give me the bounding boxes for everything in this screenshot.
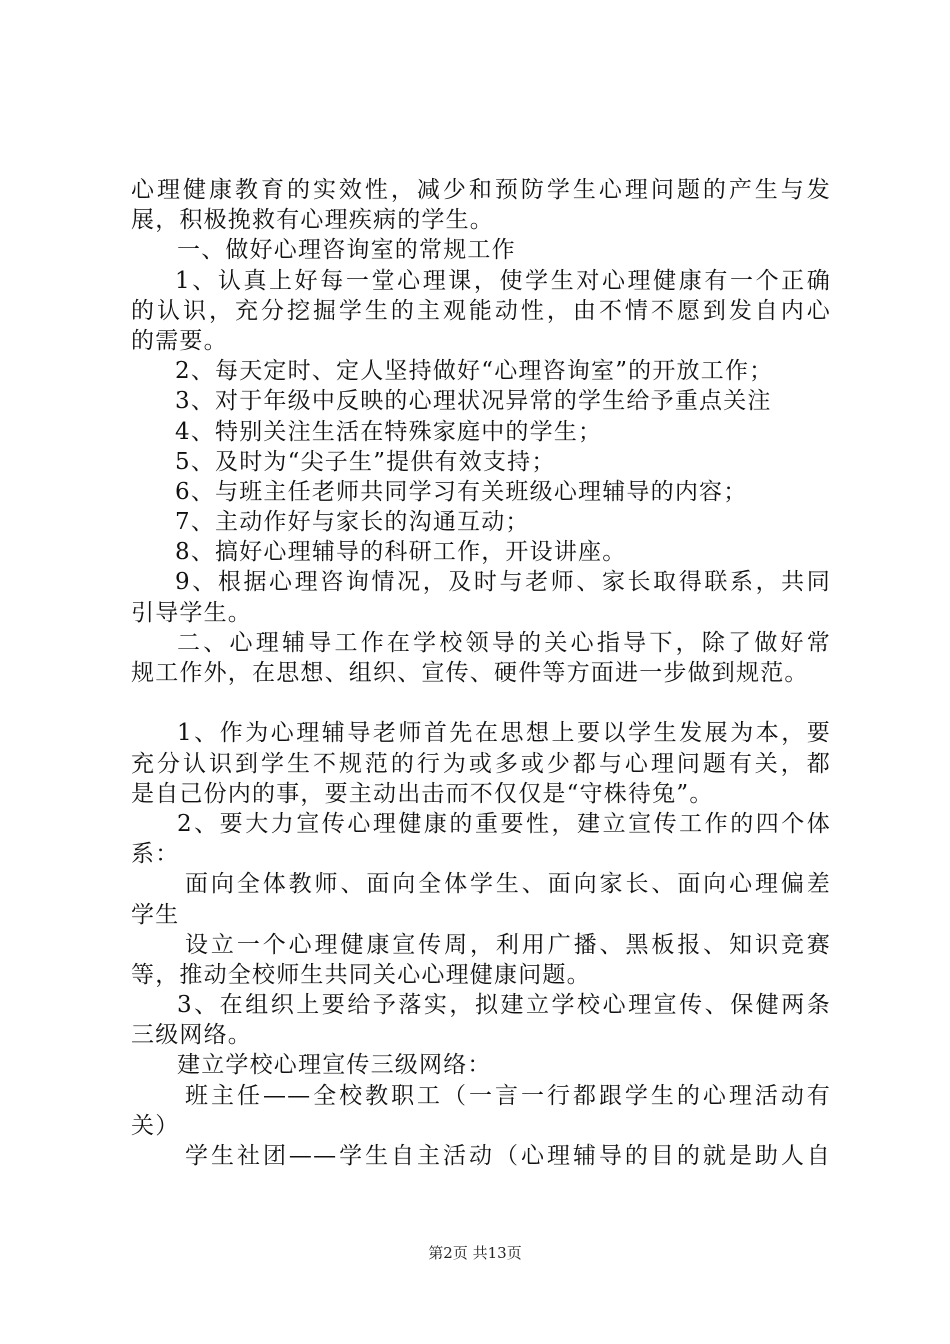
page-number-footer: 第2页 共13页: [428, 1244, 522, 1262]
section-heading: 二、心理辅导工作在学校领导的关心指导下，除了做好常: [177, 629, 831, 656]
list-item: 5、及时为“尖子生”提供有效支持；: [175, 448, 556, 475]
list-item: 3、对于年级中反映的心理状况异常的学生给予重点关注: [175, 388, 772, 415]
text-line: 三级网络。: [131, 1022, 252, 1049]
text-line: 心理健康教育的实效性，减少和预防学生心理问题的产生与发: [131, 177, 831, 203]
text-line: 等，推动全校师生共同关心心理健康问题。: [131, 961, 591, 988]
blank-line: [131, 688, 831, 718]
document-body: [131, 175, 831, 1171]
text-line: 是自己份内的事，要主动出击而不仅仅是“守株待兔”。: [131, 780, 714, 807]
text-line: 规工作外，在思想、组织、宣传、硬件等方面进一步做到规范。: [131, 660, 809, 686]
list-item: 3、在组织上要给予落实，拟建立学校心理宣传、保健两条: [177, 992, 831, 1019]
text-line: 学生社团——学生自主活动（心理辅导的目的就是助人自: [185, 1143, 831, 1169]
text-line: 系：: [131, 841, 180, 868]
list-item: 1、作为心理辅导老师首先在思想上要以学生发展为本，要: [177, 720, 831, 747]
list-item: 8、搞好心理辅导的科研工作，开设讲座。: [175, 539, 627, 566]
text-line: 的需要。: [131, 327, 228, 354]
section-heading: 一、做好心理咨询室的常规工作: [177, 237, 516, 264]
list-item: 2、要大力宣传心理健康的重要性，建立宣传工作的四个体: [177, 810, 831, 837]
list-item: 2、每天定时、定人坚持做好“心理咨询室”的开放工作；: [175, 358, 774, 385]
text-line: 充分认识到学生不规范的行为或多或少都与心理问题有关，都: [131, 750, 831, 777]
list-item: 7、主动作好与家长的沟通互动；: [175, 509, 530, 536]
list-item: 9、根据心理咨询情况，及时与老师、家长取得联系，共同: [175, 569, 831, 596]
list-item: 4、特别关注生活在特殊家庭中的学生；: [175, 418, 603, 445]
list-item: 6、与班主任老师共同学习有关班级心理辅导的内容；: [175, 478, 748, 505]
text-line: 引导学生。: [131, 599, 252, 626]
text-line: 建立学校心理宣传三级网络：: [177, 1052, 492, 1079]
text-line: 班主任——全校教职工（一言一行都跟学生的心理活动有: [185, 1082, 831, 1109]
text-line: 面向全体教师、面向全体学生、面向家长、面向心理偏差: [185, 871, 831, 898]
text-line: 展，积极挽救有心理疾病的学生。: [131, 207, 494, 234]
text-line: 关）: [131, 1112, 180, 1139]
text-line: 学生: [131, 901, 180, 928]
text-line: 的认识，充分挖掘学生的主观能动性，由不情不愿到发自内心: [131, 297, 831, 324]
text-line: 1、认真上好每一堂心理课，使学生对心理健康有一个正确: [175, 267, 831, 294]
text-line: 设立一个心理健康宣传周，利用广播、黑板报、知识竞赛: [185, 931, 831, 958]
